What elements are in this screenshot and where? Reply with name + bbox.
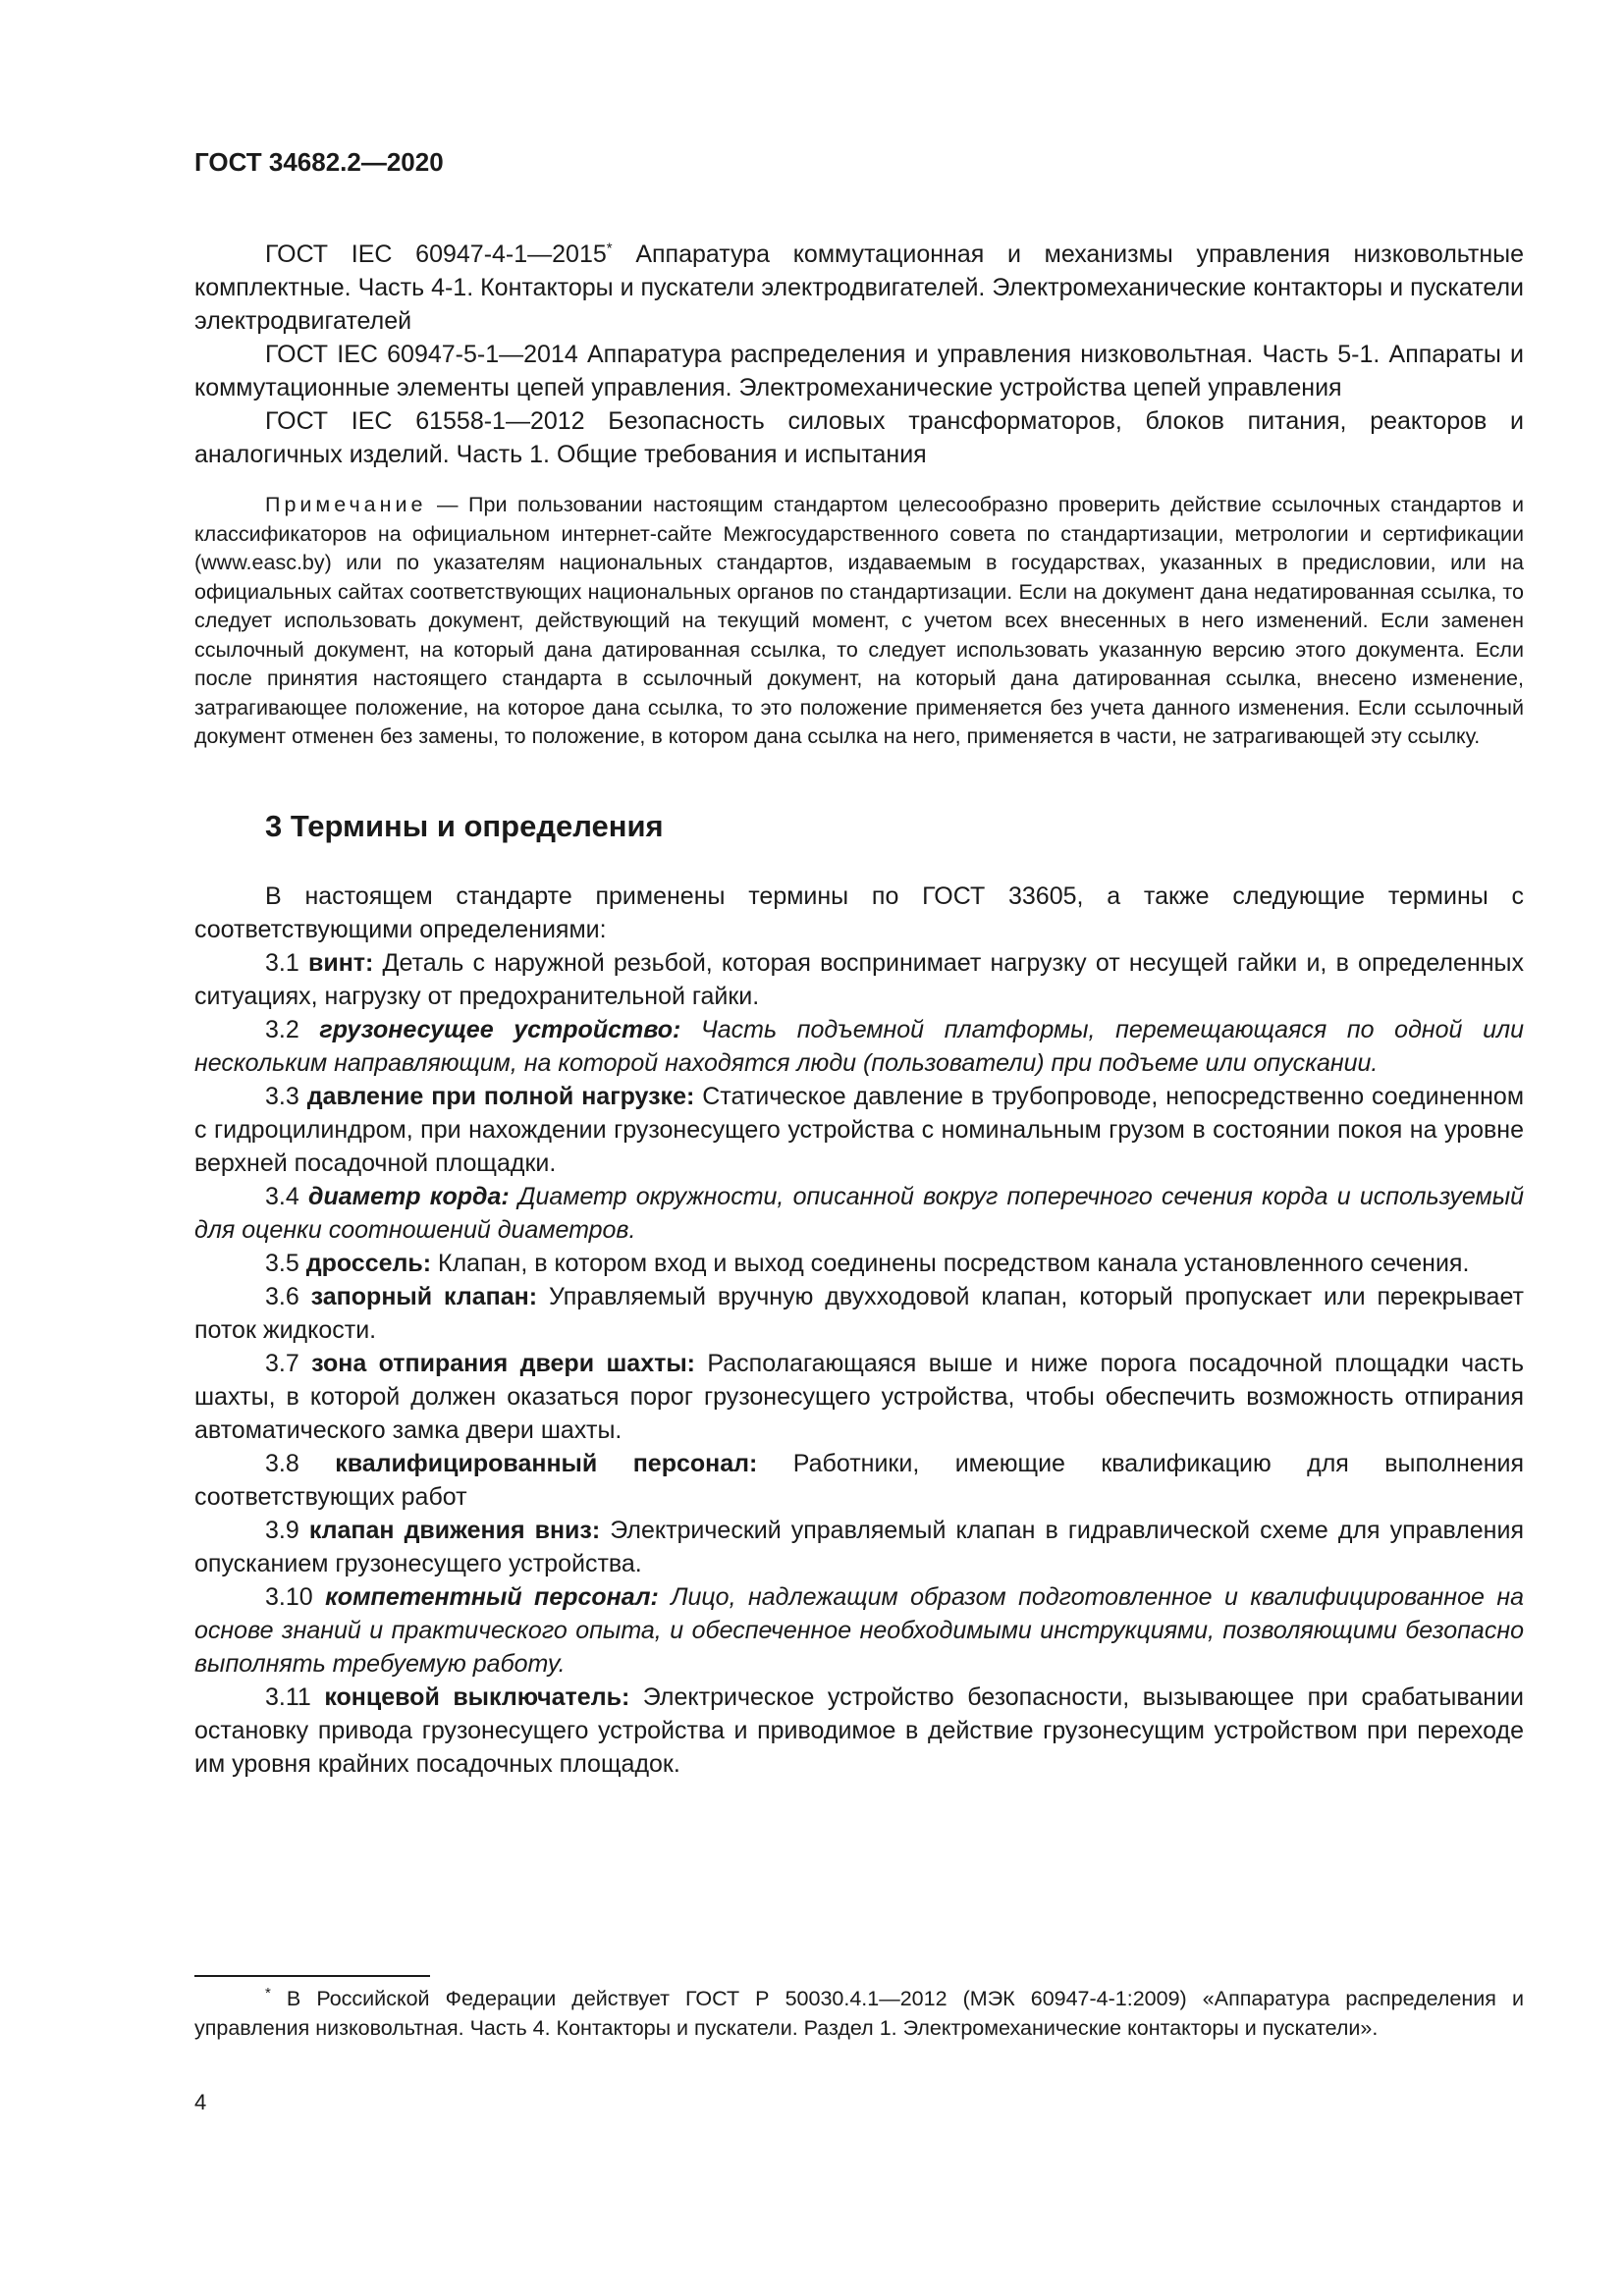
term-definition: Работники, имеющие квалификацию для выполнения соответствующих работ — [194, 1449, 1525, 1511]
term-name: компетентный персонал: — [325, 1582, 659, 1611]
term-name: запорный клапан: — [310, 1282, 538, 1310]
reference-title: Аппаратура распределения и управления низковольтная. Часть 5-1. Аппараты и коммутационные элементы цепей управления. Электромеханические устройства цепей управления — [194, 341, 1525, 401]
term-definition: Управляемый вручную двухходовой клапан, который пропускает или перекрывает поток жидкости. — [194, 1282, 1524, 1344]
term-number: 3.5 — [265, 1249, 306, 1277]
footnote-divider — [194, 1975, 430, 1977]
term-name: дроссель: — [305, 1249, 432, 1277]
term-number: 3.9 — [265, 1516, 309, 1544]
term-definition: Электрический управляемый клапан в гидравлической схеме для управления опусканием грузонесущего устройства. — [194, 1516, 1524, 1577]
term-name: квалифицированный персонал: — [335, 1449, 758, 1477]
note-label: Примечание — [265, 493, 427, 516]
term-definition: Статическое давление в трубопроводе, непосредственно соединенном с гидроцилиндром, при нахождении грузонесущего устройства с номинальным грузом в состоянии покоя на уровне верхней посадочной площадки. — [194, 1082, 1525, 1177]
term-entry — [194, 1681, 1524, 1781]
term-entry — [194, 1013, 1524, 1080]
term-name: давление при полной нагрузке: — [306, 1082, 695, 1110]
term-name: зона отпирания двери шахты: — [311, 1349, 696, 1377]
term-number: 3.4 — [265, 1182, 308, 1210]
note-paragraph — [194, 491, 1524, 752]
reference-item — [194, 404, 1524, 471]
term-number: 3.7 — [265, 1349, 312, 1377]
document-code-header: ГОСТ 34682.2—2020 — [194, 147, 444, 177]
term-entry — [194, 1580, 1524, 1681]
term-entry — [194, 946, 1524, 1013]
term-number: 3.1 — [265, 948, 308, 977]
term-entry — [194, 1080, 1524, 1180]
term-number: 3.2 — [265, 1015, 320, 1043]
term-number: 3.10 — [265, 1582, 326, 1611]
term-number: 3.6 — [265, 1282, 311, 1310]
reference-item — [194, 238, 1524, 338]
term-entry — [194, 1514, 1524, 1580]
term-name: винт: — [307, 948, 374, 977]
term-definition: Клапан, в котором вход и выход соединены посредством канала установленного сечения. — [431, 1249, 1470, 1277]
reference-code: ГОСТ IEC 60947-4-1—2015 — [265, 240, 607, 268]
term-definition: Лицо, надлежащим образом подготовленное и квалифицированное на основе знаний и практического опыта, и обеспеченное необходимыми инструкциями, позволяющими безопасно выполнять требуемую работу. — [194, 1582, 1525, 1678]
footnote-marker: * — [265, 1984, 271, 2002]
term-entry — [194, 1180, 1524, 1247]
term-name: клапан движения вниз: — [308, 1516, 601, 1544]
note-text: — При пользовании настоящим стандартом целесообразно проверить действие ссылочных стандартов и классификаторов на официальном интернет-сайте Межгосударственного совета по стандартизации, метрологии и сертификации (www.easc.by) или по указателям национальных стандартов, издаваемым в государствах, указанных в предисловии, или на официальных сайтах соответствующих национальных органов по стандартизации. Если на документ дана недатированная ссылка, то следует использовать документ, действующий на текущий момент, с учетом всех внесенных в него изменений. Если заменен ссылочный документ, на который дана датированная ссылка, то следует использовать указанную версию этого документа. Если после принятия настоящего стандарта в ссылочный документ, на который дана датированная ссылка, внесено изменение, затрагивающее положение, на которое дана ссылка, то это положение применяется без учета данного изменения. Если ссылочный документ отменен без замены, то положение, в котором дана ссылка на него, применяется в части, не затрагивающей эту ссылку. — [194, 493, 1524, 748]
term-entry — [194, 1447, 1524, 1514]
footnote-text: В Российской Федерации действует ГОСТ Р 50030.4.1—2012 (МЭК 60947-4-1:2009) «Аппаратура распределения и управления низковольтная. Часть 4. Контакторы и пускатели. Раздел 1. Электромеханические контакторы и пускатели». — [194, 1987, 1524, 2040]
footnote — [194, 1985, 1524, 2043]
term-name: диаметр корда: — [308, 1182, 510, 1210]
term-number: 3.11 — [265, 1682, 325, 1711]
term-definition: Деталь с наружной резьбой, которая воспринимает нагрузку от несущей гайки и, в определенных ситуациях, нагрузку от предохранительной гайки. — [194, 948, 1524, 1010]
term-entry — [194, 1247, 1524, 1280]
term-name: концевой выключатель: — [324, 1682, 630, 1711]
term-entry — [194, 1347, 1524, 1447]
terms-list — [194, 946, 1524, 1781]
section-intro: В настоящем стандарте применены термины по ГОСТ 33605, а также следующие термины с соответствующими определениями: — [194, 881, 1524, 943]
footnote-marker: * — [606, 240, 613, 257]
reference-code: ГОСТ IEC 60947-5-1—2014 — [265, 341, 578, 368]
term-definition: Электрическое устройство безопасности, вызывающее при срабатывании остановку привода грузонесущего устройства и приводимое в действие грузонесущим устройством при переходе им уровня крайних посадочных площадок. — [194, 1682, 1524, 1778]
term-definition: Часть подъемной платформы, перемещающаяся по одной или нескольким направляющим, на которой находятся люди (пользователи) при подъеме или опускании. — [194, 1015, 1524, 1077]
term-entry — [194, 1280, 1524, 1347]
reference-title: Безопасность силовых трансформаторов, блоков питания, реакторов и аналогичных изделий. Часть 1. Общие требования и испытания — [194, 407, 1524, 468]
term-definition: Диаметр окружности, описанной вокруг поперечного сечения корда и используемый для оценки соотношений диаметров. — [194, 1182, 1524, 1244]
reference-item — [194, 338, 1524, 404]
term-name: грузонесущее устройство: — [319, 1015, 681, 1043]
term-number: 3.8 — [265, 1449, 336, 1477]
term-definition: Располагающаяся выше и ниже порога посадочной площадки часть шахты, в которой должен оказаться порог грузонесущего устройства, чтобы обеспечить возможность отпирания автоматического замка двери шахты. — [194, 1349, 1524, 1444]
term-number: 3.3 — [265, 1082, 307, 1110]
section-title: 3 Термины и определения — [265, 808, 664, 843]
reference-code: ГОСТ IEC 61558-1—2012 — [265, 407, 585, 435]
page-number: 4 — [194, 2090, 207, 2114]
reference-title: Аппаратура коммутационная и механизмы управления низковольтные комплектные. Часть 4-1. Контакторы и пускатели электродвигателей. Электромеханические контакторы и пускатели электродвигателей — [194, 240, 1524, 335]
normative-references-list — [194, 238, 1524, 471]
